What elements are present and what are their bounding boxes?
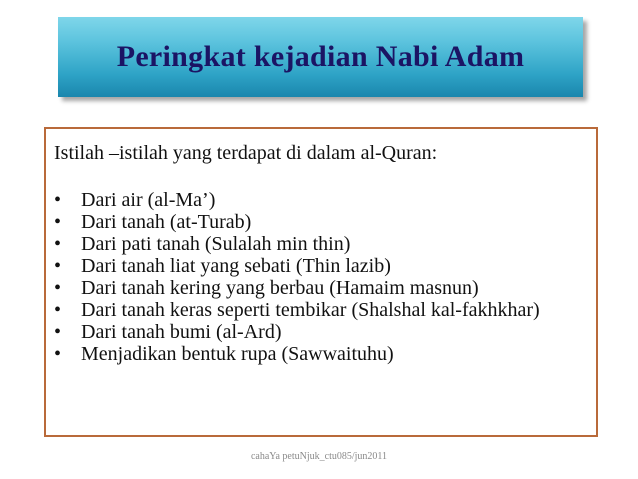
list-item bbox=[54, 211, 586, 233]
bullet-icon: • bbox=[54, 277, 62, 299]
list-item bbox=[54, 255, 586, 277]
list-item-text: Dari tanah liat yang sebati (Thin lazib) bbox=[81, 255, 391, 277]
list-item bbox=[54, 343, 586, 365]
list-item-text: Dari pati tanah (Sulalah min thin) bbox=[81, 233, 351, 255]
list-item bbox=[54, 321, 586, 343]
list-item bbox=[54, 299, 586, 321]
bullet-icon: • bbox=[54, 299, 62, 321]
bullet-icon: • bbox=[54, 255, 62, 277]
list-item bbox=[54, 233, 586, 255]
list-item bbox=[54, 277, 586, 299]
bullet-list bbox=[54, 189, 586, 365]
bullet-icon: • bbox=[54, 233, 62, 255]
list-item bbox=[54, 189, 586, 211]
list-item-text: Dari tanah keras seperti tembikar (Shalshal kal-fakhkhar) bbox=[81, 299, 540, 321]
list-item-text: Dari tanah bumi (al-Ard) bbox=[81, 321, 282, 343]
bullet-icon: • bbox=[54, 189, 62, 211]
bullet-icon: • bbox=[54, 211, 62, 233]
slide-footer: cahaYa petuNjuk_ctu085/jun2011 bbox=[250, 451, 388, 462]
list-item-text: Dari tanah (at-Turab) bbox=[81, 211, 252, 233]
slide-title: Peringkat kejadian Nabi Adam bbox=[116, 40, 525, 73]
slide-title-bar bbox=[58, 17, 583, 97]
list-item-text: Dari air (al-Ma’) bbox=[81, 189, 216, 211]
list-item-text: Menjadikan bentuk rupa (Sawwaituhu) bbox=[81, 343, 394, 365]
bullet-icon: • bbox=[54, 343, 62, 365]
intro-text: Istilah –istilah yang terdapat di dalam al-Quran: bbox=[54, 142, 438, 164]
list-item-text: Dari tanah kering yang berbau (Hamaim masnun) bbox=[81, 277, 479, 299]
content-box bbox=[44, 127, 598, 437]
bullet-icon: • bbox=[54, 321, 62, 343]
